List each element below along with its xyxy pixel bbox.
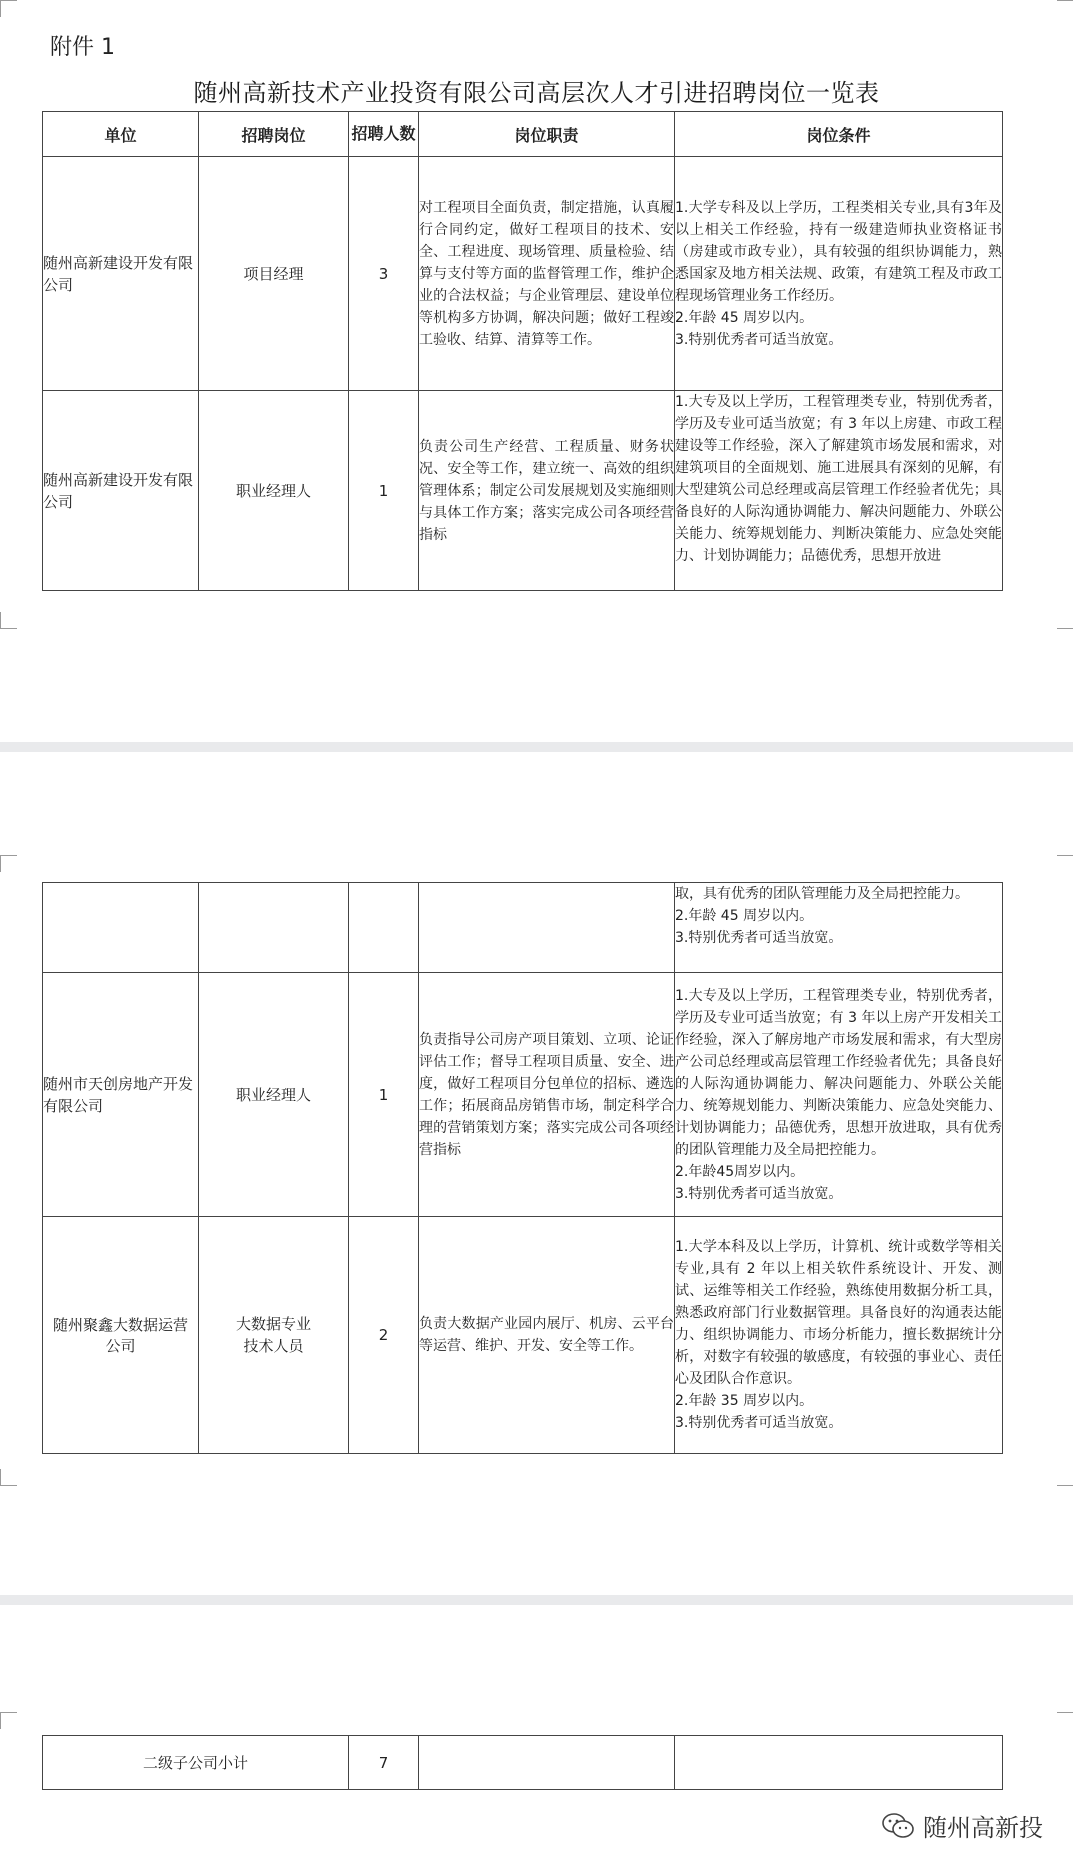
- count-cell: 3: [349, 157, 419, 391]
- table-row: [43, 391, 1003, 591]
- count-cell: [349, 883, 419, 973]
- header-position: 招聘岗位: [199, 112, 349, 157]
- requirement-item: 3.特别优秀者可适当放宽。: [675, 1415, 843, 1431]
- requirement-item: 1.大专及以上学历，工程管理类专业，特别优秀者，学历及专业可适当放宽；有 3 年以上房产开发相关工作经验，深入了解房地产市场发展和需求，有大型房产公司总经理或高层管理工作经验者优先；具备良好的人际沟通协调能力、解决问题能力、外联公关能力、统筹规划能力、判断决策能力、应急处突能力、计划协调能力；品德优秀，思想开放进取，具有优秀的团队管理能力及全局把控能力。: [675, 987, 1002, 1158]
- subtotal-label: 二级子公司小计: [43, 1736, 349, 1790]
- document-page-2: [0, 752, 1073, 1595]
- header-count: 招聘人数: [349, 112, 419, 157]
- unit-cell: 随州高新建设开发有限公司: [43, 157, 199, 391]
- requirements-cell: [675, 883, 1003, 973]
- crop-mark: [0, 855, 17, 872]
- requirement-item: 3.特别优秀者可适当放宽。: [675, 1185, 843, 1202]
- requirement-item: 取，具有优秀的团队管理能力及全局把控能力。: [675, 886, 969, 902]
- subtotal-count: 7: [349, 1736, 419, 1790]
- position-cell: 职业经理人: [199, 391, 349, 591]
- position-cell: [199, 883, 349, 973]
- count-cell: 2: [349, 1217, 419, 1454]
- requirement-item: 1.大学专科及以上学历，工程类相关专业,具有3年及以上相关工作经验，持有一级建造师执业资格证书（房建或市政专业），具有较强的组织协调能力，熟悉国家及地方相关法规、政策，有建筑工程及市政工程现场管理业务工作经历。: [675, 199, 1002, 304]
- requirement-item: 2.年龄45周岁以内。: [675, 1163, 805, 1180]
- position-cell: 项目经理: [199, 157, 349, 391]
- recruitment-table-part-2: [42, 882, 1003, 1454]
- crop-mark: [1057, 1712, 1073, 1729]
- page-title: 随州高新技术产业投资有限公司高层次人才引进招聘岗位一览表: [193, 79, 880, 107]
- unit-cell: 随州市天创房地产开发有限公司: [43, 973, 199, 1217]
- requirement-item: 2.年龄 45 周岁以内。: [675, 908, 814, 924]
- duties-cell: [419, 883, 675, 973]
- count-cell: 1: [349, 973, 419, 1217]
- unit-cell: 随州聚鑫大数据运营公司: [43, 1217, 199, 1454]
- position-cell: 职业经理人: [199, 973, 349, 1217]
- requirements-cell: [675, 973, 1003, 1217]
- requirements-cell: [675, 1736, 1003, 1790]
- requirements-cell: [675, 157, 1003, 391]
- crop-mark: [0, 1469, 17, 1486]
- crop-mark: [1057, 1469, 1073, 1486]
- crop-mark: [0, 612, 17, 629]
- recruitment-table-part-3: [42, 1735, 1003, 1790]
- unit-cell: 随州高新建设开发有限公司: [43, 391, 199, 591]
- requirement-item: 2.年龄 45 周岁以内。: [675, 309, 814, 326]
- header-unit: 单位: [43, 112, 199, 157]
- watermark-text: 随州高新投: [923, 1814, 1043, 1842]
- header-duties: 岗位职责: [419, 112, 675, 157]
- header-requirements: 岗位条件: [675, 112, 1003, 157]
- requirement-item: 1.大学本科及以上学历，计算机、统计或数学等相关专业,具有 2 年以上相关软件系统设计、开发、测试、运维等相关工作经验，熟练使用数据分析工具，熟悉政府部门行业数据管理。具备良好的沟通表达能力、组织协调能力、市场分析能力，擅长数据统计分析，对数字有较强的敏感度，有较强的事业心、责任心及团队合作意识。: [675, 1239, 1002, 1387]
- wechat-icon: [881, 1812, 915, 1840]
- document-page-1: [0, 0, 1073, 742]
- position-cell: 大数据专业技术人员: [199, 1217, 349, 1454]
- table-row: [43, 157, 1003, 391]
- requirement-item: 3.特别优秀者可适当放宽。: [675, 331, 843, 348]
- duties-cell: [419, 1736, 675, 1790]
- table-row: [43, 973, 1003, 1217]
- table-row-continued: [43, 883, 1003, 973]
- duties-cell: 负责大数据产业园内展厅、机房、云平台等运营、维护、开发、安全等工作。: [419, 1217, 675, 1454]
- document-page-3: [0, 1605, 1073, 1861]
- requirements-cell: 1.大专及以上学历，工程管理类专业，特别优秀者，学历及专业可适当放宽；有 3 年以上房建、市政工程建设等工作经验，深入了解建筑市场发展和需求，对建筑项目的全面规划、施工进展具有深刻的见解，有大型建筑公司总经理或高层管理工作经验者优先；具备良好的人际沟通协调能力、解决问题能力、外联公关能力、统筹规划能力、判断决策能力、应急处突能力、计划协调能力；品德优秀，思想开放进: [675, 391, 1003, 591]
- crop-mark: [1057, 855, 1073, 872]
- duties-cell: 负责指导公司房产项目策划、立项、论证评估工作；督导工程项目质量、安全、进度，做好工程项目分包单位的招标、遴选工作；拓展商品房销售市场，制定科学合理的营销策划方案；落实完成公司各项经营指标: [419, 973, 675, 1217]
- crop-mark: [1057, 612, 1073, 629]
- unit-cell: [43, 883, 199, 973]
- crop-mark: [1057, 0, 1073, 17]
- crop-mark: [0, 0, 17, 17]
- requirement-item: 3.特别优秀者可适当放宽。: [675, 930, 843, 946]
- crop-mark: [0, 1712, 17, 1729]
- duties-cell: 负责公司生产经营、工程质量、财务状况、安全等工作，建立统一、高效的组织管理体系；制定公司发展规划及实施细则与具体工作方案；落实完成公司各项经营指标: [419, 391, 675, 591]
- attachment-label: 附件 1: [50, 35, 115, 60]
- requirement-item: 2.年龄 35 周岁以内。: [675, 1393, 814, 1409]
- count-cell: 1: [349, 391, 419, 591]
- table-header-row: [43, 112, 1003, 157]
- recruitment-table-part-1: [42, 111, 1003, 591]
- subtotal-row: [43, 1736, 1003, 1790]
- duties-cell: 对工程项目全面负责，制定措施，认真履行合同约定，做好工程项目的技术、安全、工程进度、现场管理、质量检验、结算与支付等方面的监督管理工作，维护企业的合法权益；与企业管理层、建设单位等机构多方协调，解决问题；做好工程竣工验收、结算、清算等工作。: [419, 157, 675, 391]
- requirements-cell: [675, 1217, 1003, 1454]
- watermark: [881, 1808, 1043, 1843]
- table-row: [43, 1217, 1003, 1454]
